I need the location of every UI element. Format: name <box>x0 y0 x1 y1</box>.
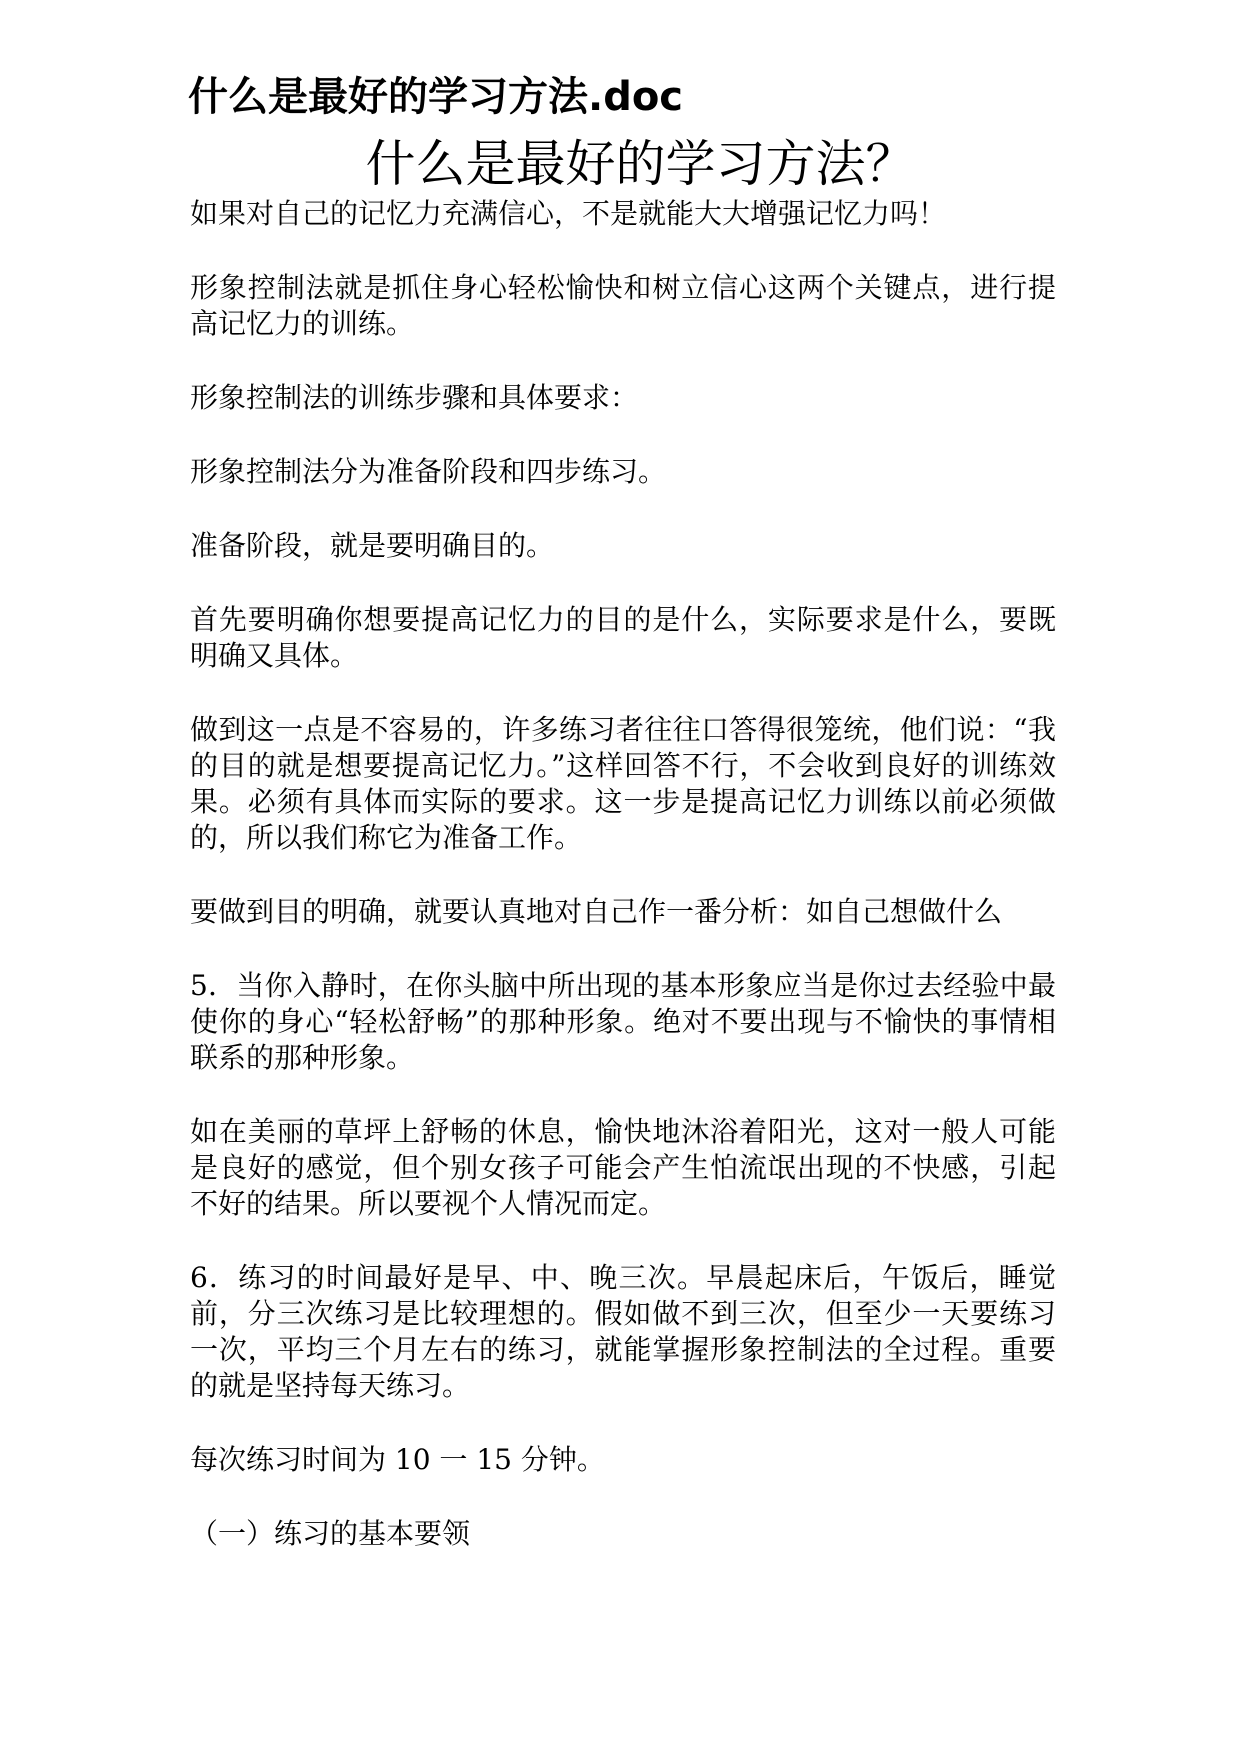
paragraph: 准备阶段，就是要明确目的。 <box>190 529 555 562</box>
paragraph: 要做到目的明确，就要认真地对自己作一番分析：如自己想做什么 <box>190 895 1003 928</box>
paragraph: （一）练习的基本要领 <box>190 1517 471 1550</box>
document-title: 什么是最好的学习方法？ <box>365 135 916 193</box>
paragraph: 做到这一点是不容易的，许多练习者往往口答得很笼统，他们说：“我的目的就是想要提高记忆力。”这样回答不行，不会收到良好的训练效果。必须有具体而实际的要求。这一步是提高记忆力训练以前必须做的，所以我们称它为准备工作。 <box>190 713 1056 854</box>
document-filename: 什么是最好的学习方法.doc <box>188 74 684 120</box>
paragraph: 每次练习时间为 10 一 15 分钟。 <box>190 1443 605 1476</box>
paragraph: 如在美丽的草坪上舒畅的休息，愉快地沐浴着阳光，这对一般人可能是良好的感觉，但个别女孩子可能会产生怕流氓出现的不快感，引起不好的结果。所以要视个人情况而定。 <box>190 1115 1056 1220</box>
paragraph: 如果对自己的记忆力充满信心，不是就能大大增强记忆力吗！ <box>190 197 947 230</box>
paragraph: 6．练习的时间最好是早、中、晚三次。早晨起床后，午饭后，睡觉前，分三次练习是比较理想的。假如做不到三次，但至少一天要练习一次，平均三个月左右的练习，就能掌握形象控制法的全过程。重要的就是坚持每天练习。 <box>190 1261 1056 1402</box>
document-body <box>190 196 1056 1590</box>
paragraph: 首先要明确你想要提高记忆力的目的是什么，实际要求是什么，要既明确又具体。 <box>190 603 1056 672</box>
paragraph: 形象控制法就是抓住身心轻松愉快和树立信心这两个关键点，进行提高记忆力的训练。 <box>190 271 1056 340</box>
paragraph: 形象控制法分为准备阶段和四步练习。 <box>190 455 667 488</box>
paragraph: 5．当你入静时，在你头脑中所出现的基本形象应当是你过去经验中最使你的身心“轻松舒畅”的那种形象。绝对不要出现与不愉快的事情相联系的那种形象。 <box>190 969 1056 1074</box>
paragraph: 形象控制法的训练步骤和具体要求： <box>190 381 639 414</box>
